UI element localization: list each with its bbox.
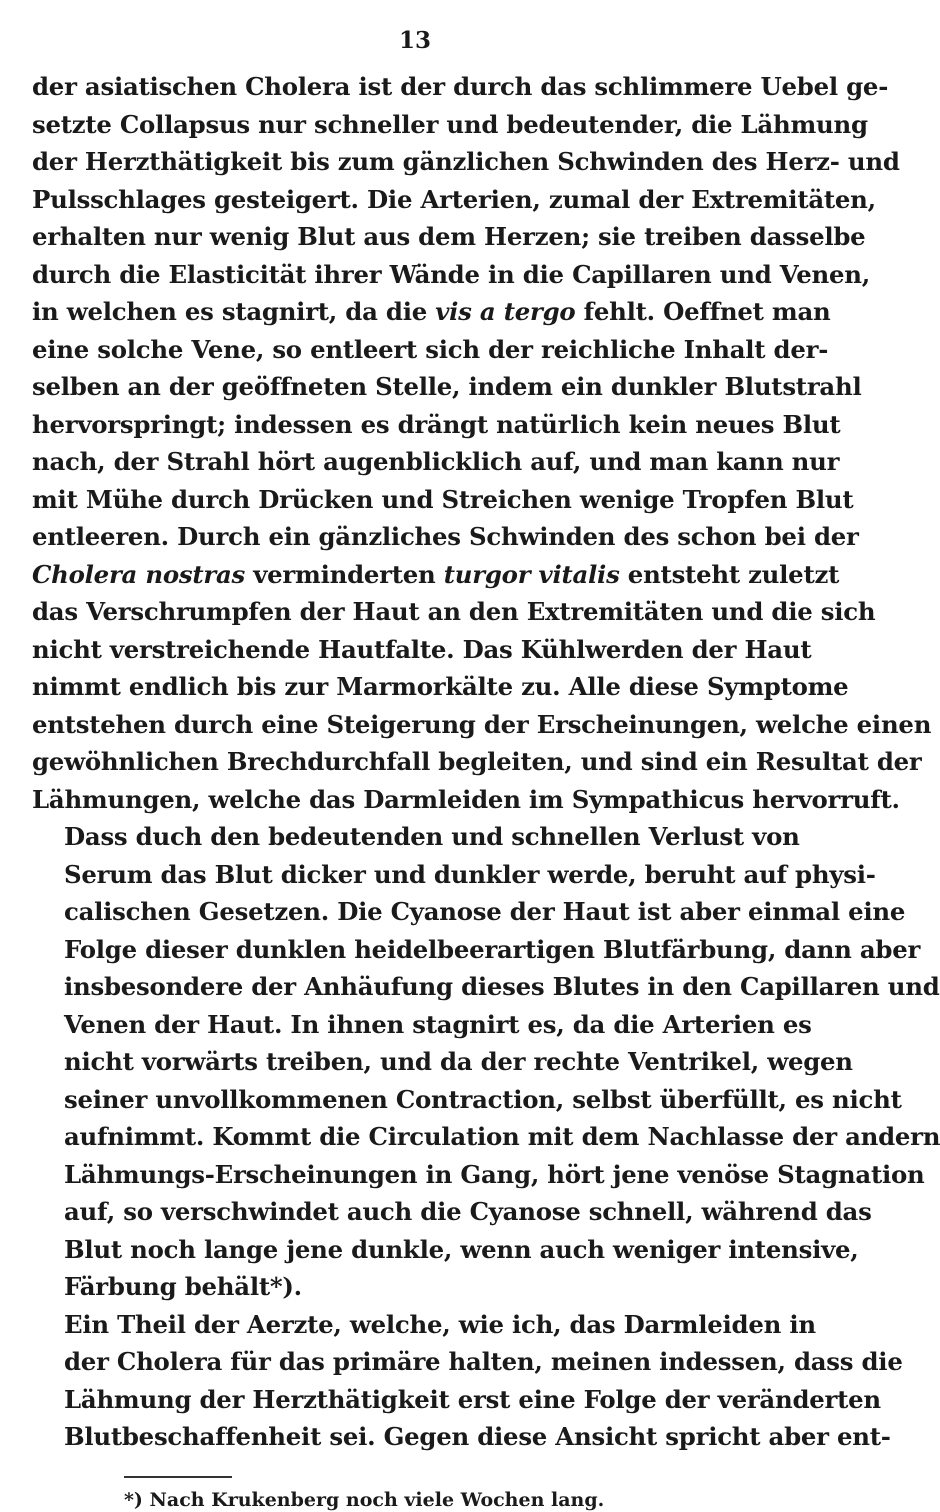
text-line: eine solche Vene, so entleert sich der reichliche Inhalt der-: [32, 334, 829, 364]
text-line: der Cholera für das primäre halten, meinen indessen, dass die: [64, 1347, 903, 1376]
italic-term: vis a tergo: [435, 297, 576, 326]
text-line: setzte Collapsus nur schneller und bedeutender, die Lähmung: [32, 109, 868, 139]
text-line: calischen Gesetzen. Die Cyanose der Haut ist aber einmal eine: [64, 897, 906, 926]
text-line: selben an der geöffneten Stelle, indem ein dunkler Blutstrahl: [32, 372, 862, 401]
paragraph-1: [32, 68, 932, 818]
text-line: Blut noch lange jene dunkle, wenn auch weniger intensive,: [64, 1234, 859, 1264]
text-line: Blutbeschaffenheit sei. Gegen diese Ansicht spricht aber ent-: [64, 1422, 891, 1451]
text-line: aufnimmt. Kommt die Circulation mit dem Nachlasse der andern: [64, 1122, 940, 1151]
text-line: Färbung behält*).: [64, 1272, 302, 1301]
text-line: Cholera nostras verminderten turgor vitalis entsteht zuletzt: [32, 559, 840, 589]
paragraph-3: [32, 1306, 903, 1456]
paragraph-2: [32, 818, 940, 1306]
text-line: entleeren. Durch ein gänzliches Schwinden des schon bei der: [32, 522, 859, 551]
text-line: in welchen es stagnirt, da die vis a tergo fehlt. Oeffnet man: [32, 297, 831, 326]
text-line: durch die Elasticität ihrer Wände in die Capillaren und Venen,: [32, 259, 870, 289]
text-line: Ein Theil der Aerzte, welche, wie ich, das Darmleiden in: [64, 1309, 816, 1339]
italic-term: Cholera nostras: [32, 559, 245, 589]
text-line: hervorspringt; indessen es drängt natürlich kein neues Blut: [32, 409, 841, 439]
text-line: gewöhnlichen Brechdurchfall begleiten, und sind ein Resultat der: [32, 747, 922, 776]
text-line: auf, so verschwindet auch die Cyanose schnell, während das: [64, 1197, 872, 1226]
text-line: Pulsschlages gesteigert. Die Arterien, zumal der Extremitäten,: [32, 184, 876, 214]
text-line: der asiatischen Cholera ist der durch das schlimmere Uebel ge-: [32, 72, 889, 101]
text-line: Venen der Haut. In ihnen stagnirt es, da die Arterien es: [64, 1009, 812, 1039]
text-line: Folge dieser dunklen heidelbeerartigen Blutfärbung, dann aber: [64, 934, 921, 964]
footnote: *) Nach Krukenberg noch viele Wochen lang.: [124, 1488, 605, 1511]
text-line: nach, der Strahl hört augenblicklich auf, und man kann nur: [32, 447, 840, 476]
text-line: mit Mühe durch Drücken und Streichen wenige Tropfen Blut: [32, 484, 854, 514]
text-line: Dass duch den bedeutenden und schnellen Verlust von: [64, 822, 800, 851]
text-line: das Verschrumpfen der Haut an den Extremitäten und die sich: [32, 597, 876, 626]
italic-term: turgor vitalis: [443, 559, 620, 589]
text-line: erhalten nur wenig Blut aus dem Herzen; sie treiben dasselbe: [32, 222, 866, 251]
text-line: Lähmung der Herzthätigkeit erst eine Folge der veränderten: [64, 1384, 881, 1414]
text-line: der Herzthätigkeit bis zum gänzlichen Schwinden des Herz- und: [32, 147, 900, 176]
text-line: seiner unvollkommenen Contraction, selbst überfüllt, es nicht: [64, 1084, 902, 1114]
text-line: nicht vorwärts treiben, und da der rechte Ventrikel, wegen: [64, 1047, 853, 1076]
text-line: nimmt endlich bis zur Marmorkälte zu. Alle diese Symptome: [32, 672, 849, 701]
text-line: entstehen durch eine Steigerung der Erscheinungen, welche einen: [32, 709, 932, 739]
text-line: nicht verstreichende Hautfalte. Das Kühlwerden der Haut: [32, 634, 812, 664]
text-line: insbesondere der Anhäufung dieses Blutes in den Capillaren und: [64, 972, 940, 1001]
body-text: [32, 68, 940, 1456]
page-number: 13: [398, 27, 431, 54]
footnote-separator: [124, 1476, 232, 1478]
text-line: Lähmungs-Erscheinungen in Gang, hört jene venöse Stagnation: [64, 1159, 925, 1189]
text-line: Lähmungen, welche das Darmleiden im Sympathicus hervorruft.: [32, 784, 900, 814]
text-line: Serum das Blut dicker und dunkler werde, beruht auf physi-: [64, 859, 876, 889]
book-page: [32, 27, 940, 1512]
